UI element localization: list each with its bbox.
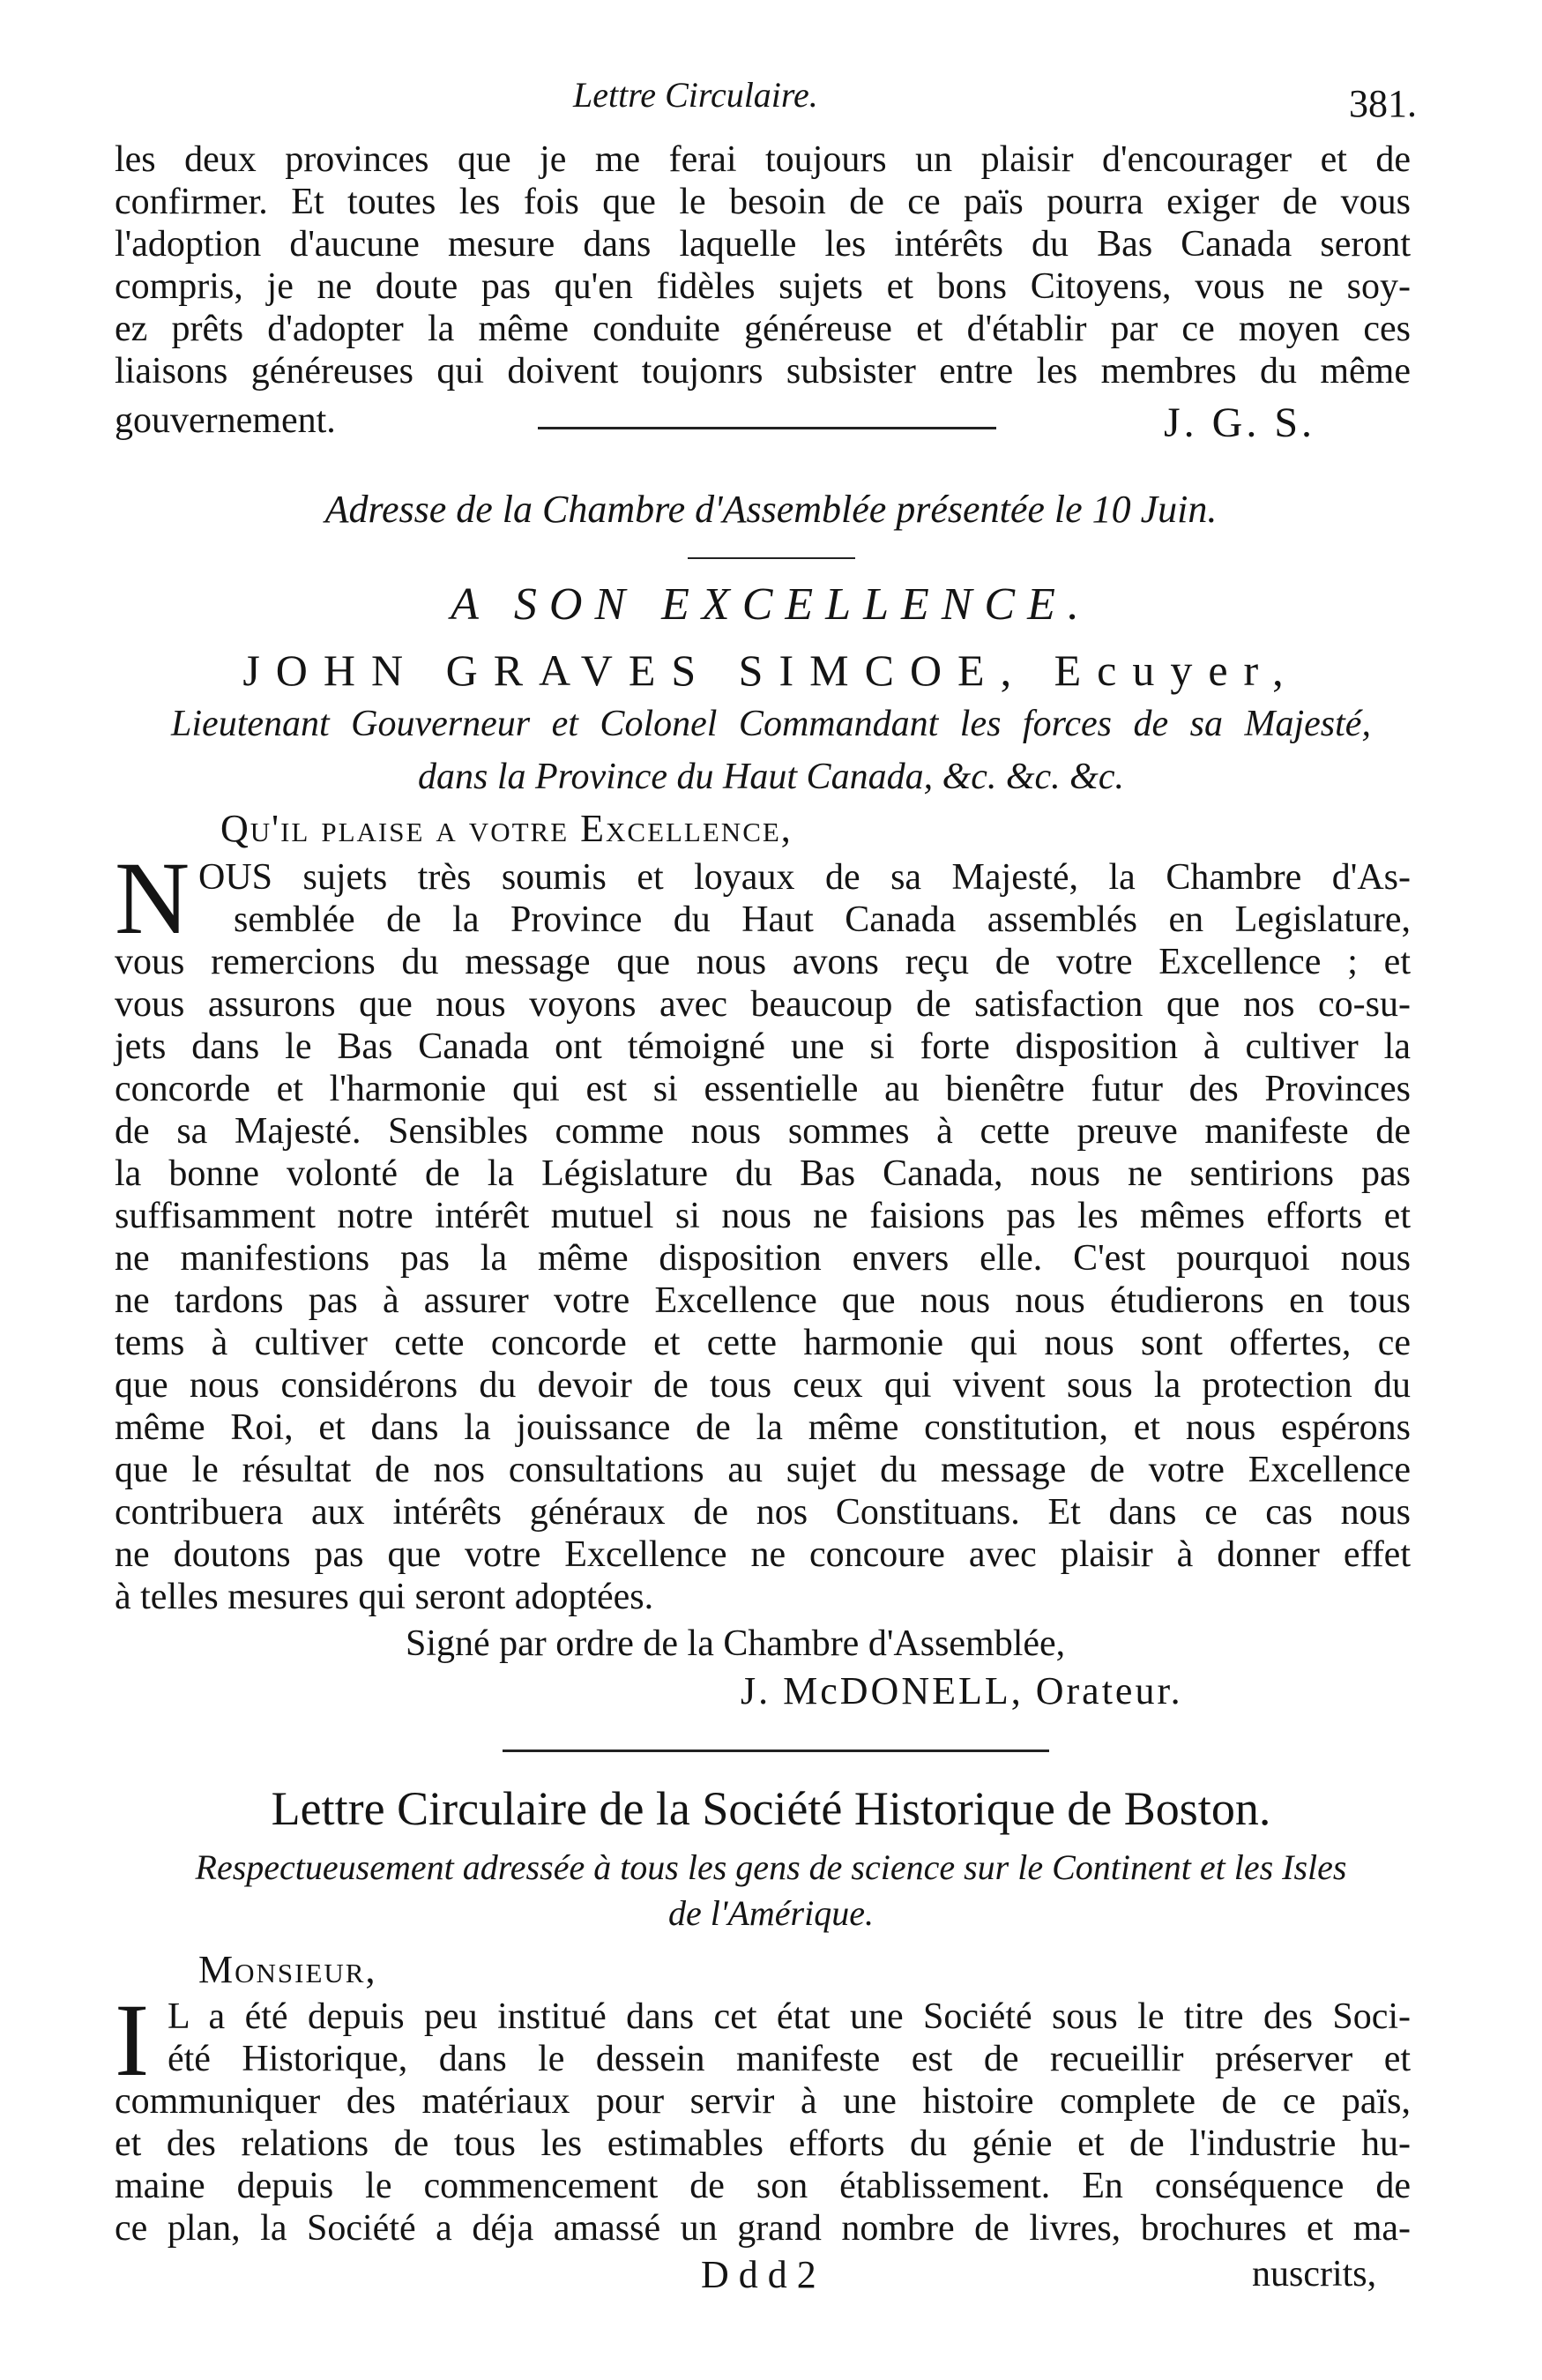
running-title: Lettre Circulaire. xyxy=(573,75,818,115)
drop-cap: N xyxy=(115,840,190,956)
letter-signature: J. G. S. xyxy=(1164,399,1316,446)
short-rule xyxy=(688,557,855,559)
address-title-line: Lieutenant Gouverneur et Colonel Commandant les forces de sa Majesté, xyxy=(171,704,1371,744)
circular-first-line: L a été depuis peu institué dans cet état une Société sous le titre des Soci- xyxy=(168,1996,1411,2037)
address-salutation: Qu'il plaise a votre Excellence, xyxy=(220,807,793,850)
address-recipient: A SON EXCELLENCE. xyxy=(451,579,1091,630)
circular-body-line: maine depuis le commencement de son établissement. En conséquence de xyxy=(115,2166,1411,2206)
letter-line: ez prêts d'adopter la même conduite généreuse et d'établir par ce moyen ces xyxy=(115,309,1411,349)
circular-body-line: communiquer des matériaux pour servir à une histoire complete de ce païs, xyxy=(115,2081,1411,2122)
address-body-line: suffisamment notre intérêt mutuel si nous ne faisions pas les mêmes efforts et xyxy=(115,1196,1411,1236)
signature-mark: D d d 2 xyxy=(701,2253,816,2296)
section-rule xyxy=(503,1750,1049,1752)
signature-rule xyxy=(538,427,996,429)
address-heading: Adresse de la Chambre d'Assemblée présentée le 10 Juin. xyxy=(324,488,1218,531)
circular-subtitle: Respectueusement adressée à tous les gens de science sur le Continent et les Isles xyxy=(195,1847,1347,1887)
page-number: 381. xyxy=(1349,82,1417,125)
address-body-line: jets dans le Bas Canada ont témoigné une si forte disposition à cultiver la xyxy=(115,1026,1411,1067)
letter-line: l'adoption d'aucune mesure dans laquelle les intérêts du Bas Canada seront xyxy=(115,224,1411,265)
address-orator: J. McDONELL, Orateur. xyxy=(741,1669,1183,1712)
drop-cap: I xyxy=(115,1982,150,2098)
circular-body-line: et des relations de tous les estimables efforts du génie et de l'industrie hu- xyxy=(115,2123,1411,2164)
letter-last-line: gouvernement. xyxy=(115,400,336,441)
address-first-line: semblée de la Province du Haut Canada assemblés en Legislature, xyxy=(234,899,1411,940)
circular-body-line: ce plan, la Société a déja amassé un grand nombre de livres, brochures et ma- xyxy=(115,2208,1411,2249)
circular-title: Lettre Circulaire de la Société Historique de Boston. xyxy=(271,1782,1271,1835)
address-name: JOHN GRAVES SIMCOE, Ecuyer, xyxy=(242,645,1300,695)
catchword: nuscrits, xyxy=(1252,2254,1377,2294)
address-body-line: ne tardons pas à assurer votre Excellence que nous nous étudierons en tous xyxy=(115,1280,1411,1321)
address-signed-line: Signé par ordre de la Chambre d'Assemblée, xyxy=(406,1623,1066,1664)
address-body-line: de sa Majesté. Sensibles comme nous sommes à cette preuve manifeste de xyxy=(115,1111,1411,1152)
address-body-line: ne manifestions pas la même disposition envers elle. C'est pourquoi nous xyxy=(115,1238,1411,1279)
address-body-line: tems à cultiver cette concorde et cette harmonie qui nous sont offertes, ce xyxy=(115,1323,1411,1363)
letter-line: compris, je ne doute pas qu'en fidèles sujets et bons Citoyens, vous ne soy- xyxy=(115,266,1411,307)
address-first-line: OUS sujets très soumis et loyaux de sa Majesté, la Chambre d'As- xyxy=(198,857,1411,898)
circular-subtitle: de l'Amérique. xyxy=(668,1893,874,1933)
address-body-line: contribuera aux intérêts généraux de nos Constituans. Et dans ce cas nous xyxy=(115,1492,1411,1533)
circular-first-line: été Historique, dans le dessein manifeste est de recueillir préserver et xyxy=(168,2039,1411,2079)
address-body-line: concorde et l'harmonie qui est si essentielle au bienêtre futur des Provinces xyxy=(115,1069,1411,1109)
address-body-line: même Roi, et dans la jouissance de la même constitution, et nous espérons xyxy=(115,1407,1411,1448)
letter-line: confirmer. Et toutes les fois que le besoin de ce païs pourra exiger de vous xyxy=(115,182,1411,222)
address-body-last-line: à telles mesures qui seront adoptées. xyxy=(115,1577,654,1617)
address-body-line: vous assurons que nous voyons avec beaucoup de satisfaction que nos co-su- xyxy=(115,984,1411,1025)
letter-line: les deux provinces que je me ferai toujours un plaisir d'encourager et de xyxy=(115,139,1411,180)
address-body-line: la bonne volonté de la Législature du Bas Canada, nous ne sentirions pas xyxy=(115,1153,1411,1194)
letter-line: liaisons généreuses qui doivent toujonrs subsister entre les membres du même xyxy=(115,351,1411,392)
circular-salutation: Monsieur, xyxy=(198,1948,377,1991)
address-body-line: ne doutons pas que votre Excellence ne concoure avec plaisir à donner effet xyxy=(115,1534,1411,1575)
address-body-line: que le résultat de nos consultations au sujet du message de votre Excellence xyxy=(115,1450,1411,1490)
address-body-line: que nous considérons du devoir de tous ceux qui vivent sous la protection du xyxy=(115,1365,1411,1406)
address-body-line: vous remercions du message que nous avons reçu de votre Excellence ; et xyxy=(115,942,1411,982)
address-title-line: dans la Province du Haut Canada, &c. &c. &c. xyxy=(418,757,1124,797)
